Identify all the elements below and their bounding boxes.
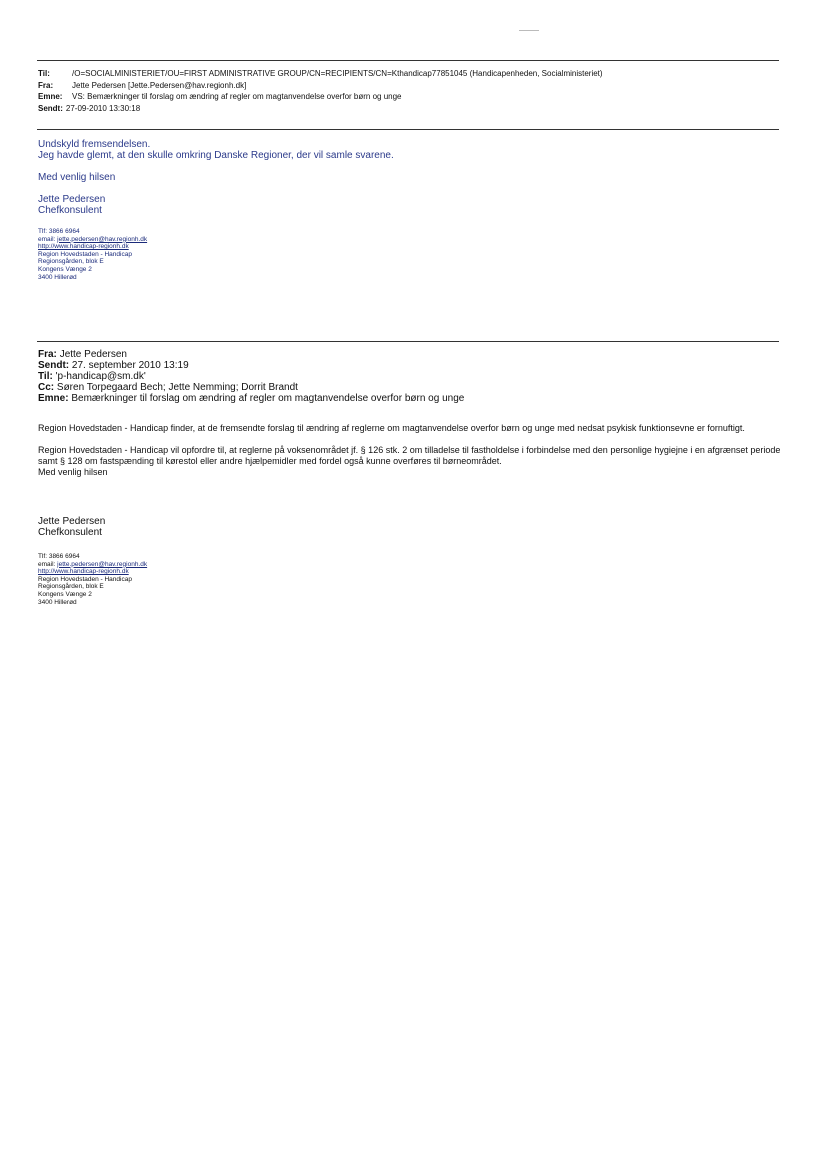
header-subject-value: VS: Bemærkninger til forslag om ændring af regler om magtanvendelse overfor børn og unge [72, 92, 402, 101]
message-2-signature-title: Chefkonsulent [38, 527, 102, 538]
forwarded-cc-row [38, 382, 464, 393]
forwarded-from-label: Fra: [38, 349, 57, 360]
forwarded-to-row [38, 371, 464, 382]
forwarded-sent-value: 27. september 2010 13:19 [71, 360, 189, 371]
forward-separator-rule [37, 341, 779, 342]
message-1-line-2: Jeg havde glemt, at den skulle omkring Danske Regioner, der vil samle svarene. [38, 150, 394, 161]
header-to-row [38, 68, 603, 80]
forwarded-subject-label: Emne: [38, 393, 69, 404]
message-1-signature-details [38, 228, 394, 281]
message-1 [38, 139, 394, 281]
message-2-body [38, 423, 783, 478]
message-1-org: Region Hovedstaden - Handicap [38, 250, 132, 258]
message-2-paragraph-2: Region Hovedstaden - Handicap vil opfordre til, at reglerne på voksenområdet jf. § 126 stk. 2 om tilladelse til fastholdelse i forbindelse med den personlige hygiejne i en afgrænset periode samt § 128 om fastspænding til kørestol eller andre hjælpemidler med fordel også kunne overføres til børneområdet. [38, 445, 781, 466]
message-1-address-2: Kongens Vænge 2 [38, 265, 92, 273]
forwarded-cc-value: Søren Torpegaard Bech; Jette Nemming; Dorrit Brandt [56, 382, 298, 393]
message-2-greeting: Med venlig hilsen [38, 467, 108, 477]
forwarded-to-label: Til: [38, 371, 53, 382]
header-top-rule [37, 60, 779, 61]
forwarded-subject-value: Bemærkninger til forslag om ændring af regler om magtanvendelse overfor børn og unge [71, 393, 465, 404]
message-1-email-row [38, 236, 394, 244]
header-from-label: Fra: [38, 80, 54, 90]
message-1-line-1: Undskyld fremsendelsen. [38, 139, 151, 150]
message-1-signature-name: Jette Pedersen [38, 194, 106, 205]
message-2-org: Region Hovedstaden - Handicap [38, 575, 132, 583]
message-1-signature-title: Chefkonsulent [38, 205, 102, 216]
message-1-greeting: Med venlig hilsen [38, 172, 116, 183]
forwarded-sent-label: Sendt: [38, 360, 70, 371]
scan-mark [519, 30, 539, 31]
header-sent-row [38, 103, 603, 115]
header-to-value: /O=SOCIALMINISTERIET/OU=FIRST ADMINISTRATIVE GROUP/CN=RECIPIENTS/CN=Kthandicap77851045 (Handicapenheden, Socialministeriet) [72, 69, 603, 78]
header-from-value: Jette Pedersen [Jette.Pedersen@hav.regionh.dk] [72, 80, 247, 90]
message-1-web-link[interactable]: http://www.handicap-regionh.dk [38, 243, 129, 251]
message-2-email-row [38, 561, 147, 569]
message-2-address-2: Kongens Vænge 2 [38, 590, 92, 598]
message-1-email-link[interactable]: jette.pedersen@hav.regionh.dk [57, 235, 148, 243]
header-sent-value: 27-09-2010 13:30:18 [65, 103, 141, 113]
header-bottom-rule [37, 129, 779, 130]
message-1-address-3: 3400 Hillerød [38, 273, 77, 281]
message-2-email-label: email: [38, 560, 56, 568]
forwarded-header [38, 349, 464, 404]
forwarded-from-row [38, 349, 464, 360]
message-2-signature-details [38, 553, 147, 606]
message-2-email-link[interactable]: jette.pedersen@hav.regionh.dk [57, 560, 148, 568]
message-2-web-link[interactable]: http://www.handicap-regionh.dk [38, 568, 129, 576]
header-subject-label: Emne: [38, 92, 63, 101]
message-1-email-label: email: [38, 235, 56, 243]
message-2-paragraph-1: Region Hovedstaden - Handicap finder, at de fremsendte forslag til ændring af reglerne om magtanvendelse overfor børn og unge med nedsat psykisk funktionsevne er fornuftigt. [38, 423, 745, 433]
forwarded-sent-row [38, 360, 464, 371]
forwarded-from-value: Jette Pedersen [59, 349, 127, 360]
forwarded-to-value: 'p-handicap@sm.dk' [55, 371, 146, 382]
header-sent-label: Sendt: [38, 103, 63, 113]
message-2-address-3: 3400 Hillerød [38, 598, 77, 606]
email-header [38, 68, 603, 114]
header-to-label: Til: [38, 69, 50, 78]
header-from-row [38, 80, 603, 92]
message-1-phone: Tlf: 3866 6964 [38, 228, 80, 235]
forwarded-subject-row [38, 393, 464, 404]
message-2-phone: Tlf: 3866 6964 [38, 553, 80, 560]
message-2-address-1: Regionsgården, blok E [38, 583, 104, 591]
message-2-signature [38, 516, 105, 538]
message-2-signature-name: Jette Pedersen [38, 516, 106, 527]
message-1-address-1: Regionsgården, blok E [38, 258, 104, 266]
header-subject-row [38, 91, 603, 103]
forwarded-cc-label: Cc: [38, 382, 55, 393]
